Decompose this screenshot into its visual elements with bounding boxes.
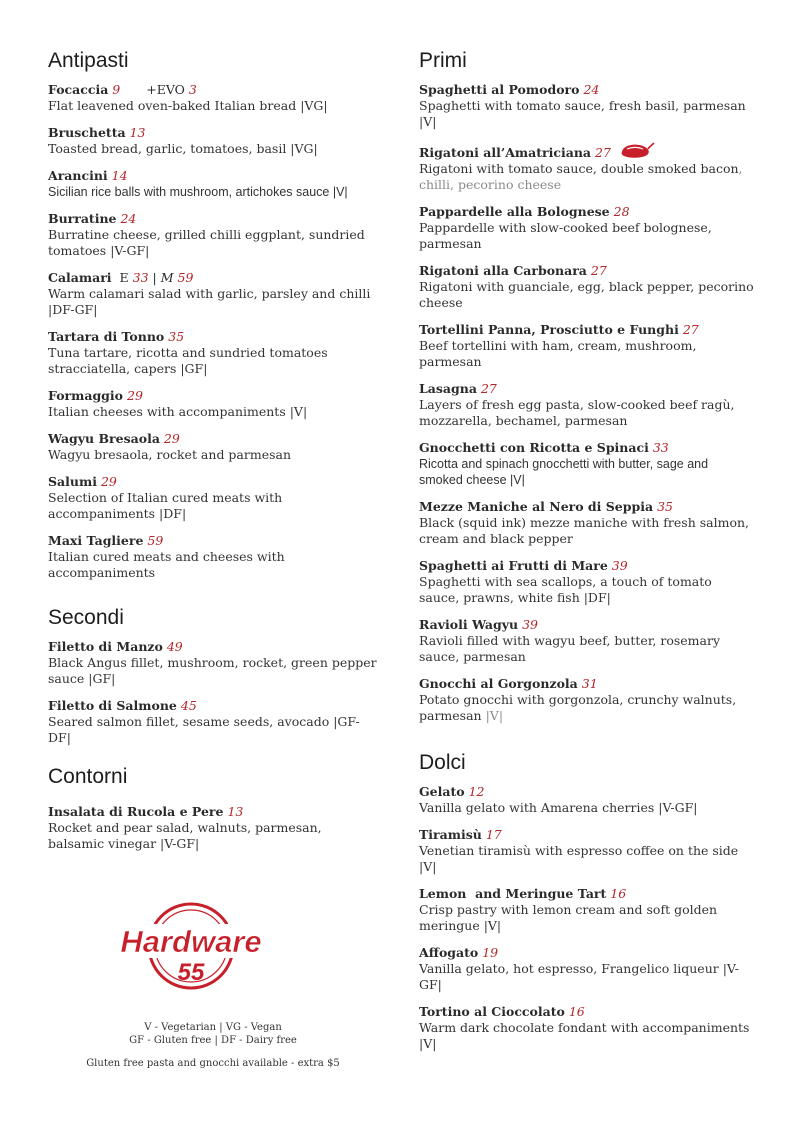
menu-item-arancini [48,168,378,200]
item-name: Burratine [48,211,117,226]
item-description: Ricotta and spinach gnocchetti with butter, sage and smoked cheese |V| [419,457,709,487]
item-description: Italian cheeses with accompaniments |V| [48,404,308,419]
item-description-muted: , chilli, pecorino cheese [419,161,743,192]
menu-item-spaghetti-al-pomodoro [419,82,754,130]
item-name: Affogato [419,945,479,960]
menu-item-calamari [48,270,378,318]
item-name: Focaccia [48,82,109,97]
menu-item-tortellini [419,322,754,370]
item-description: Tuna tartare, ricotta and sundried tomatoes stracciatella, capers |GF| [48,345,328,376]
item-description: Spaghetti with tomato sauce, fresh basil, parmesan |V| [419,98,746,129]
item-description: Burratine cheese, grilled chilli eggplant, sundried tomatoes |V-GF| [48,227,365,258]
item-name: Salumi [48,474,97,489]
item-name: Gelato [419,784,465,799]
item-name: Lasagna [419,381,477,396]
item-name: Insalata di Rucola e Pere [48,804,224,819]
item-price: 27 [595,145,611,160]
item-description: Italian cured meats and cheeses with accompaniments [48,549,285,580]
item-description: Layers of fresh egg pasta, slow-cooked beef ragù, mozzarella, bechamel, parmesan [419,397,735,428]
item-price: 13 [129,125,146,140]
item-price: 13 [227,804,244,819]
item-size-main: M [160,270,174,285]
section-title-primi: Primi [419,49,467,72]
menu-item-rigatoni-carbonara [419,263,754,311]
menu-item-lasagna [419,381,754,429]
item-description: Beef tortellini with ham, cream, mushroom, parmesan [419,338,697,369]
item-description-main: Rigatoni with tomato sauce, double smoked bacon [419,161,739,176]
item-description: Wagyu bresaola, rocket and parmesan [48,447,292,462]
menu-item-filetto-di-salmone [48,698,378,746]
item-description [419,161,754,193]
menu-item-filetto-di-manzo [48,639,378,687]
item-description-muted: |V| [481,708,504,723]
section-title-secondi: Secondi [48,606,124,629]
item-price: 24 [120,211,137,226]
menu-item-pappardelle-bolognese [419,204,754,252]
item-price: 27 [590,263,607,278]
item-name: Rigatoni alla Carbonara [419,263,587,278]
item-price: 27 [682,322,699,337]
item-description: Pappardelle with slow-cooked beef bolognese, parmesan [419,220,712,251]
item-name: Filetto di Salmone [48,698,177,713]
right-column [419,48,754,1063]
menu-item-affogato [419,945,754,993]
menu-item-lemon-meringue-tart [419,886,754,934]
dietary-legend-line2: GF - Gluten free | DF - Dairy free [129,1035,297,1046]
item-price: 31 [581,676,598,691]
menu-item-bruschetta [48,125,378,157]
item-name: Maxi Tagliere [48,533,144,548]
item-name: Pappardelle alla Bolognese [419,204,610,219]
item-name: Wagyu Bresaola [48,431,160,446]
item-description [419,692,754,724]
item-price: 29 [163,431,180,446]
item-name: Formaggio [48,388,124,403]
item-price: 12 [468,784,485,799]
item-description: Rigatoni with guanciale, egg, black pepper, pecorino cheese [419,279,754,310]
item-description-main: Potato gnocchi with gorgonzola, crunchy walnuts, parmesan [419,692,737,723]
item-size-entree: E [119,270,129,285]
item-price: 49 [166,639,183,654]
menu-item-tartara-di-tonno [48,329,378,377]
item-name: Calamari [48,270,112,285]
item-price: 9 [112,82,121,97]
item-price-main: 59 [177,270,194,285]
item-description: Flat leavened oven-baked Italian bread |VG| [48,98,328,113]
item-description: Vanilla gelato, hot espresso, Frangelico liqueur |V-GF| [419,961,740,992]
item-name: Lemon and Meringue Tart [419,886,607,901]
menu-item-wagyu-bresaola [48,431,378,463]
menu-item-tortino-al-cioccolato [419,1004,754,1052]
menu-item-ravioli-wagyu [419,617,754,665]
item-price: 35 [657,499,673,514]
menu-item-salumi [48,474,378,522]
logo-wordmark: Hardware [120,924,262,959]
item-price: 14 [111,168,128,183]
item-description: Warm calamari salad with garlic, parsley and chilli |DF-GF| [48,286,371,317]
item-price: 39 [522,617,539,632]
item-description: Crisp pastry with lemon cream and soft golden meringue |V| [419,902,718,933]
item-price: 16 [610,886,627,901]
item-price: 59 [147,533,164,548]
menu-item-gnocchi-gorgonzola [419,676,754,724]
item-description: Black Angus fillet, mushroom, rocket, green pepper sauce |GF| [48,655,377,686]
item-description: Vanilla gelato with Amarena cherries |V-GF| [419,800,698,815]
item-name: Spaghetti al Pomodoro [419,82,580,97]
item-name: Arancini [48,168,108,183]
item-name: Spaghetti ai Frutti di Mare [419,558,608,573]
left-column [48,48,378,863]
dietary-legend-line1: V - Vegetarian | VG - Vegan [144,1022,282,1033]
menu-item-focaccia [48,82,378,114]
item-description: Seared salmon fillet, sesame seeds, avocado |GF-DF| [48,714,360,745]
item-description: Selection of Italian cured meats with accompaniments |DF| [48,490,283,521]
item-separator: | [152,270,157,285]
item-price: 29 [127,388,143,403]
item-name: Ravioli Wagyu [419,617,519,632]
item-price: 33 [652,440,669,455]
chilli-pepper-icon [619,141,655,161]
item-description: Ravioli filled with wagyu beef, butter, rosemary sauce, parmesan [419,633,721,664]
item-name: Mezze Maniche al Nero di Seppia [419,499,654,514]
menu-item-rigatoni-amatriciana [419,141,754,193]
menu-item-insalata-di-rucola-e-pere [48,804,378,852]
item-price: 39 [611,558,628,573]
menu-item-gelato [419,784,754,816]
menu-item-tiramisu [419,827,754,875]
item-description: Rocket and pear salad, walnuts, parmesan, balsamic vinegar |V-GF| [48,820,322,851]
item-price: 19 [482,945,499,960]
section-title-dolci: Dolci [419,751,466,774]
item-name: Tortino al Cioccolato [419,1004,565,1019]
menu-item-formaggio [48,388,378,420]
gluten-free-note: Gluten free pasta and gnocchi available - extra $5 [86,1058,340,1069]
item-name: Tartara di Tonno [48,329,165,344]
item-description: Black (squid ink) mezze maniche with fresh salmon, cream and black pepper [419,515,749,546]
item-price: 35 [168,329,185,344]
item-price-entree: 33 [132,270,149,285]
logo-number: 55 [177,959,205,986]
section-title-contorni: Contorni [48,765,128,788]
item-name: Filetto di Manzo [48,639,163,654]
item-price: 24 [583,82,600,97]
item-name: Tortellini Panna, Prosciutto e Funghi [419,322,679,337]
item-price: 17 [485,827,502,842]
menu-item-gnocchetti [419,440,754,488]
item-name: Bruschetta [48,125,126,140]
item-name: Gnocchetti con Ricotta e Spinaci [419,440,649,455]
item-name: Tiramisù [419,827,482,842]
item-description: Venetian tiramisù with espresso coffee on the side |V| [419,843,739,874]
hardware-55-logo [108,898,274,994]
item-description: Warm dark chocolate fondant with accompaniments |V| [419,1020,750,1051]
item-description: Sicilian rice balls with mushroom, artichokes sauce |V| [48,185,348,199]
menu-item-mezze-maniche [419,499,754,547]
item-extra: +EVO [146,82,185,97]
item-description: Spaghetti with sea scallops, a touch of tomato sauce, prawns, white fish |DF| [419,574,712,605]
item-extra-price: 3 [188,82,197,97]
item-price: 28 [613,204,630,219]
menu-item-burratine [48,211,378,259]
item-price: 16 [568,1004,585,1019]
menu-item-frutti-di-mare [419,558,754,606]
item-name: Gnocchi al Gorgonzola [419,676,578,691]
menu-item-maxi-tagliere [48,533,378,581]
section-title-antipasti: Antipasti [48,49,129,72]
item-price: 29 [100,474,117,489]
item-name: Rigatoni all’Amatriciana [419,145,592,160]
item-price: 27 [480,381,497,396]
item-description: Toasted bread, garlic, tomatoes, basil |VG| [48,141,318,156]
item-price: 45 [180,698,197,713]
